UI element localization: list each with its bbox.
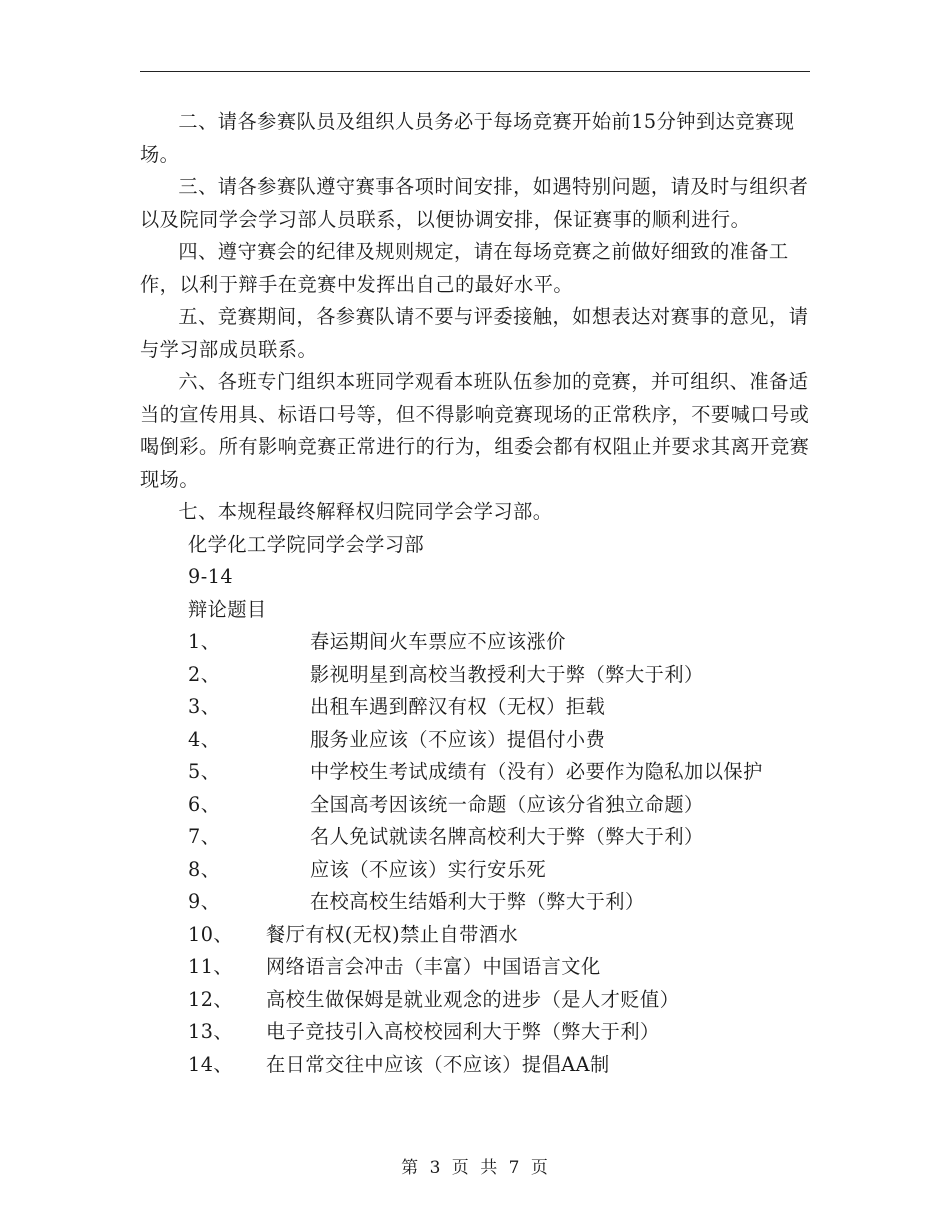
list-item bbox=[140, 919, 812, 952]
list-item bbox=[140, 691, 812, 724]
topic-text: 网络语言会冲击（丰富）中国语言文化 bbox=[266, 955, 601, 978]
topic-text: 名人免试就读名牌高校利大于弊（弊大于利） bbox=[310, 825, 704, 848]
date: 9-14 bbox=[188, 565, 234, 588]
header-rule bbox=[140, 71, 810, 72]
footer-current-page: 3 bbox=[429, 1158, 442, 1178]
topic-text: 服务业应该（不应该）提倡付小费 bbox=[310, 727, 606, 751]
topic-text: 高校生做保姆是就业观念的进步（是人才贬值） bbox=[266, 987, 680, 1011]
topic-number: 5、 bbox=[188, 760, 221, 783]
topic-text: 餐厅有权(无权)禁止自带酒水 bbox=[266, 922, 519, 946]
footer-label-page: 第 bbox=[401, 1158, 420, 1178]
paragraph-4: 四、遵守赛会的纪律及规则规定，请在每场竞赛之前做好细致的准备工作，以利于辩手在竞赛中发挥出自己的最好水平。 bbox=[140, 240, 789, 296]
topic-number: 3、 bbox=[188, 695, 221, 718]
document-body bbox=[140, 106, 812, 1081]
topic-text: 电子竞技引入高校校园利大于弊（弊大于利） bbox=[266, 1020, 660, 1043]
list-item bbox=[140, 789, 812, 822]
topic-text: 全国高考因该统一命题（应该分省独立命题） bbox=[310, 792, 704, 816]
list-item bbox=[140, 951, 812, 984]
topic-text: 影视明星到高校当教授利大于弊（弊大于利） bbox=[310, 662, 704, 686]
topic-number: 7、 bbox=[188, 825, 221, 848]
footer-total-pages: 7 bbox=[508, 1158, 521, 1178]
topic-text: 在日常交往中应该（不应该）提倡AA制 bbox=[266, 1052, 610, 1076]
signature: 化学化工学院同学会学习部 bbox=[188, 532, 425, 556]
list-item bbox=[140, 626, 812, 659]
list-item bbox=[140, 984, 812, 1017]
topic-text: 在校高校生结婚利大于弊（弊大于利） bbox=[310, 890, 645, 913]
topics-heading: 辩论题目 bbox=[188, 597, 267, 621]
paragraph-6: 六、各班专门组织本班同学观看本班队伍参加的竞赛，并可组织、准备适当的宣传用具、标语口号等，但不得影响竞赛现场的正常秩序，不要喊口号或喝倒彩。所有影响竞赛正常进行的行为，组委会都有权阻止并要求其离开竞赛现场。 bbox=[140, 370, 810, 491]
footer-label-total: 共 bbox=[480, 1158, 499, 1178]
topic-number: 13、 bbox=[188, 1020, 234, 1043]
paragraph-7: 七、本规程最终解释权归院同学会学习部。 bbox=[178, 500, 553, 523]
topic-number: 10、 bbox=[188, 922, 234, 946]
topic-number: 6、 bbox=[188, 792, 221, 816]
paragraph-2: 二、请各参赛队员及组织人员务必于每场竞赛开始前15分钟到达竞赛现场。 bbox=[140, 110, 795, 166]
paragraph-5: 五、竞赛期间，各参赛队请不要与评委接触，如想表达对赛事的意见，请与学习部成员联系。 bbox=[140, 305, 809, 361]
topic-number: 9、 bbox=[188, 890, 221, 913]
list-item bbox=[140, 886, 812, 919]
page-footer bbox=[0, 1153, 950, 1178]
topic-number: 12、 bbox=[188, 987, 234, 1011]
topic-number: 8、 bbox=[188, 857, 221, 881]
topic-text: 春运期间火车票应不应该涨价 bbox=[310, 630, 566, 653]
topic-text: 应该（不应该）实行安乐死 bbox=[310, 857, 547, 881]
list-item bbox=[140, 659, 812, 692]
list-item bbox=[140, 1049, 812, 1082]
topic-text: 中学校生考试成绩有（没有）必要作为隐私加以保护 bbox=[310, 760, 763, 783]
paragraph-3: 三、请各参赛队遵守赛事各项时间安排，如遇特别问题，请及时与组织者以及院同学会学习部人员联系，以便协调安排，保证赛事的顺利进行。 bbox=[140, 175, 809, 231]
footer-label-unit2: 页 bbox=[530, 1158, 549, 1178]
topic-number: 11、 bbox=[188, 955, 234, 978]
list-item bbox=[140, 854, 812, 887]
topic-text: 出租车遇到醉汉有权（无权）拒载 bbox=[310, 695, 606, 718]
footer-label-unit: 页 bbox=[451, 1158, 470, 1178]
topic-number: 1、 bbox=[188, 630, 221, 653]
topic-number: 14、 bbox=[188, 1052, 234, 1076]
list-item bbox=[140, 1016, 812, 1049]
list-item bbox=[140, 821, 812, 854]
list-item bbox=[140, 724, 812, 757]
topic-number: 2、 bbox=[188, 662, 221, 686]
topic-number: 4、 bbox=[188, 727, 221, 751]
list-item bbox=[140, 756, 812, 789]
topics-list bbox=[140, 626, 812, 1081]
